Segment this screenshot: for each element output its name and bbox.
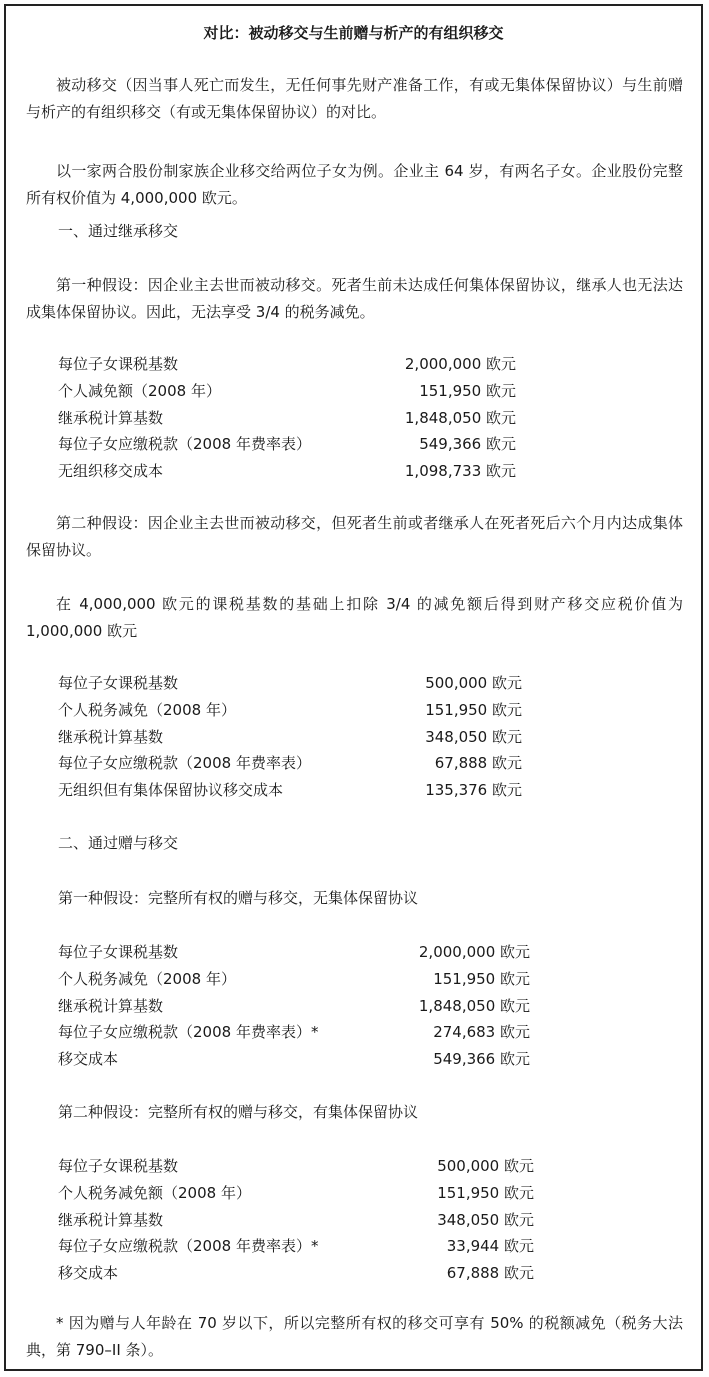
document-frame: [4, 4, 703, 1371]
hypothesis-2-detail: 在 4,000,000 欧元的课税基数的基础上扣除 3/4 的减免额后得到财产移交应税价值为 1,000,000 欧元: [26, 595, 683, 640]
row-value: 549,366 欧元: [433, 1050, 530, 1069]
row-label: 每位子女课税基数: [58, 943, 179, 961]
row-value: 274,683 欧元: [433, 1023, 530, 1042]
row-label: 每位子女应缴税款（2008 年费率表）: [58, 435, 311, 454]
row-value: 1,848,050 欧元: [404, 408, 516, 427]
footnote: * 因为赠与人年龄在 70 岁以下，所以完整所有权的移交可享有 50% 的税额减免（税务大法典，第 790–II 条）。: [26, 1314, 683, 1359]
row-value: 2,000,000 欧元: [404, 355, 516, 373]
row-value: 151,950 欧元: [419, 381, 516, 400]
row-label: 个人减免额（2008 年）: [58, 381, 221, 400]
row-label: 每位子女应缴税款（2008 年费率表）*: [58, 1023, 319, 1042]
section-heading-gift: 二、通过赠与移交: [58, 834, 179, 852]
row-label: 无组织移交成本: [58, 462, 164, 481]
example-paragraph: 以一家两合股份制家族企业移交给两位子女为例。企业主 64 岁，有两名子女。企业股份完整所有权价值为 4,000,000 欧元。: [26, 162, 683, 207]
row-value: 2,000,000 欧元: [418, 943, 530, 961]
hypothesis-2-paragraph: 第二种假设：因企业主去世而被动移交，但死者生前或者继承人在死者死后六个月内达成集体保留协议。: [26, 514, 683, 559]
row-value: 151,950 欧元: [437, 1183, 534, 1202]
row-value: 135,376 欧元: [425, 781, 522, 800]
row-label: 个人税务减免（2008 年）: [58, 969, 236, 988]
row-value: 33,944 欧元: [446, 1237, 534, 1256]
row-value: 151,950 欧元: [433, 969, 530, 988]
row-value: 500,000 欧元: [425, 674, 522, 692]
hypothesis-3-paragraph: 第一种假设：完整所有权的赠与移交，无集体保留协议: [58, 889, 419, 907]
document-title: 对比：被动移交与生前赠与析产的有组织移交: [203, 24, 504, 42]
row-label: 继承税计算基数: [58, 727, 164, 746]
row-label: 移交成本: [58, 1050, 119, 1069]
row-label: 继承税计算基数: [58, 1210, 164, 1229]
row-value: 1,098,733 欧元: [404, 462, 516, 481]
row-label: 继承税计算基数: [58, 408, 164, 427]
row-label: 每位子女应缴税款（2008 年费率表）*: [58, 1237, 319, 1256]
section-heading-inheritance: 一、通过继承移交: [58, 222, 179, 240]
row-label: 个人税务减免（2008 年）: [58, 700, 236, 719]
row-label: 继承税计算基数: [58, 996, 164, 1015]
row-label: 每位子女应缴税款（2008 年费率表）: [58, 754, 311, 773]
row-label: 移交成本: [58, 1264, 119, 1283]
row-label: 个人税务减免额（2008 年）: [58, 1183, 251, 1202]
row-value: 500,000 欧元: [437, 1157, 534, 1175]
row-label: 每位子女课税基数: [58, 1157, 179, 1175]
row-label: 每位子女课税基数: [58, 674, 179, 692]
row-value: 151,950 欧元: [425, 700, 522, 719]
row-value: 67,888 欧元: [434, 754, 522, 773]
row-value: 1,848,050 欧元: [418, 996, 530, 1015]
row-label: 无组织但有集体保留协议移交成本: [58, 781, 284, 800]
row-value: 549,366 欧元: [419, 435, 516, 454]
hypothesis-4-paragraph: 第二种假设：完整所有权的赠与移交，有集体保留协议: [58, 1103, 419, 1121]
row-label: 每位子女课税基数: [58, 355, 179, 373]
row-value: 348,050 欧元: [437, 1210, 534, 1229]
intro-paragraph: 被动移交（因当事人死亡而发生，无任何事先财产准备工作，有或无集体保留协议）与生前赠与析产的有组织移交（有或无集体保留协议）的对比。: [26, 76, 683, 121]
hypothesis-1-paragraph: 第一种假设：因企业主去世而被动移交。死者生前未达成任何集体保留协议，继承人也无法达成集体保留协议。因此，无法享受 3/4 的税务减免。: [26, 276, 683, 321]
row-value: 348,050 欧元: [425, 727, 522, 746]
row-value: 67,888 欧元: [446, 1264, 534, 1283]
